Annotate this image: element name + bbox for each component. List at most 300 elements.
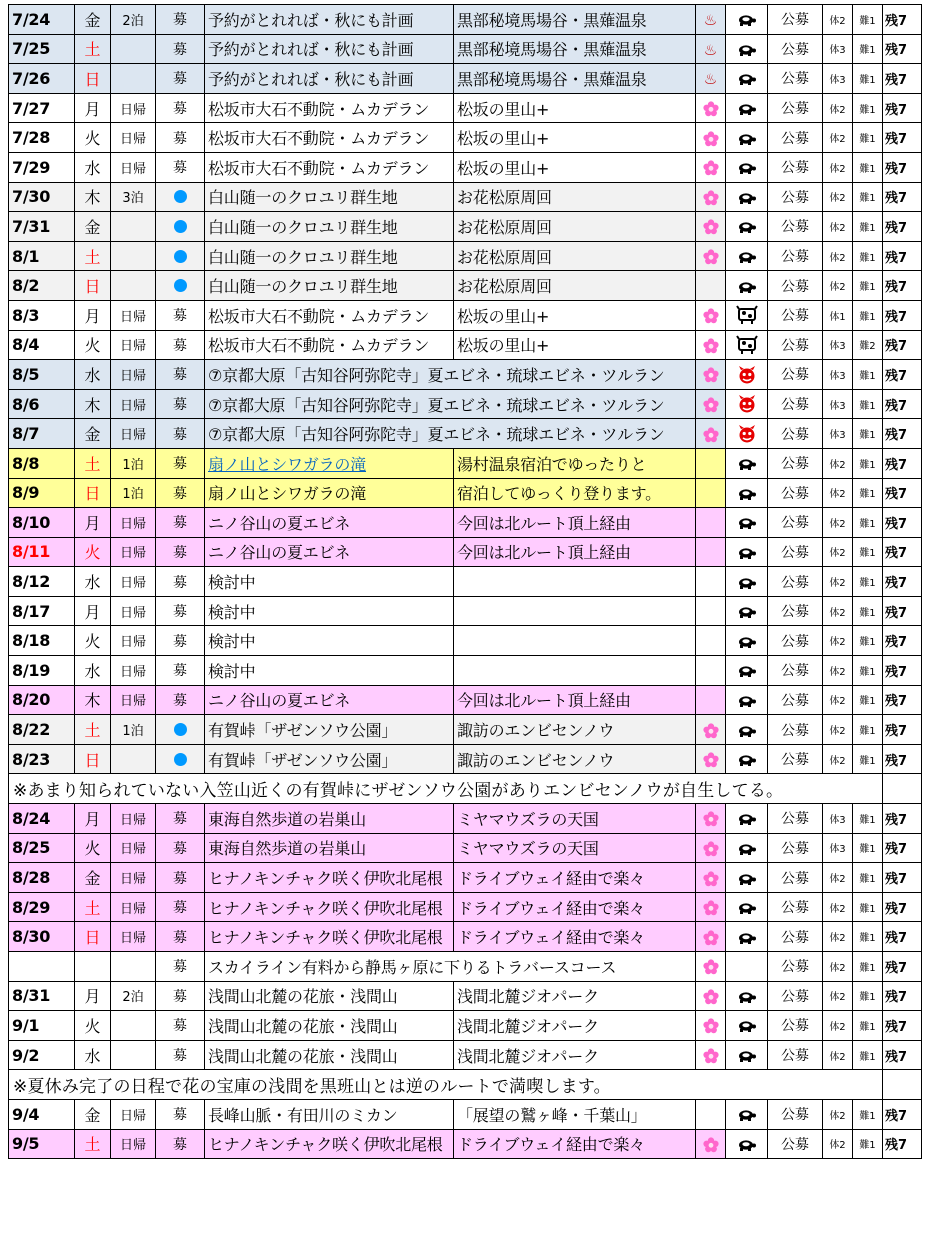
remaining-seats-cell: 残7 (883, 360, 922, 390)
difficulty-level-cell: 難1 (853, 448, 883, 478)
course-detail-cell: 松坂の里山+ (454, 330, 696, 360)
turtle-icon (737, 247, 757, 266)
remaining-seats-cell: 残7 (883, 123, 922, 153)
remaining-seats-cell: 残7 (883, 271, 922, 301)
public-recruit-cell: 公募 (768, 685, 823, 715)
trip-type-cell: 日帰 (111, 389, 156, 419)
course-title-link[interactable]: 扇ノ山とシワガラの滝 (208, 454, 367, 474)
course-detail-cell: 黒部秘境馬場谷・黒薙温泉 (454, 34, 696, 64)
course-detail-cell: ドライブウェイ経由で楽々 (454, 892, 696, 922)
recruit-mark-cell: 募 (156, 626, 205, 656)
flower-icon-cell (696, 478, 726, 508)
course-title-cell: 白山随一のクロユリ群生地 (205, 271, 454, 301)
fitness-level-cell: 体3 (823, 64, 853, 94)
schedule-row (9, 981, 922, 1011)
course-detail-cell: 「展望の鷲ヶ峰・千葉山」 (454, 1099, 696, 1129)
public-recruit-cell: 公募 (768, 330, 823, 360)
course-detail-cell: ドライブウェイ経由で楽々 (454, 863, 696, 893)
remaining-seats-cell: 残7 (883, 981, 922, 1011)
mascot-icon-cell (726, 685, 768, 715)
public-recruit-cell: 公募 (768, 123, 823, 153)
fitness-level-cell: 体2 (823, 952, 853, 982)
date-cell: 8/24 (9, 804, 75, 834)
remaining-seats-cell: 残7 (883, 419, 922, 449)
date-cell: 8/1 (9, 241, 75, 271)
mascot-icon-cell (726, 1099, 768, 1129)
oni-icon (737, 423, 757, 442)
recruit-mark-cell: 募 (156, 478, 205, 508)
flower-icon (703, 217, 719, 236)
course-detail-cell: 諏訪のエンビセンノウ (454, 715, 696, 745)
turtle-icon (737, 809, 757, 828)
date-cell: 8/12 (9, 567, 75, 597)
trip-type-cell (111, 1040, 156, 1070)
weekday-cell: 火 (75, 626, 111, 656)
difficulty-level-cell: 難1 (853, 715, 883, 745)
recruit-mark-cell: 募 (156, 922, 205, 952)
public-recruit-cell: 公募 (768, 93, 823, 123)
fitness-level-cell: 体2 (823, 182, 853, 212)
weekday-cell: 金 (75, 419, 111, 449)
difficulty-level-cell: 難1 (853, 212, 883, 242)
status-cell (156, 744, 205, 774)
schedule-row (9, 123, 922, 153)
fitness-level-cell: 体3 (823, 34, 853, 64)
public-recruit-cell: 公募 (768, 360, 823, 390)
turtle-icon (737, 631, 757, 650)
mascot-icon-cell (726, 448, 768, 478)
mascot-icon-cell (726, 744, 768, 774)
cow-icon (736, 335, 758, 354)
date-cell: 8/6 (9, 389, 75, 419)
date-cell: 9/1 (9, 1011, 75, 1041)
recruit-mark-cell: 募 (156, 892, 205, 922)
flower-icon-cell (696, 715, 726, 745)
course-detail-cell: 松坂の里山+ (454, 93, 696, 123)
schedule-row (9, 1011, 922, 1041)
recruit-mark-cell: 募 (156, 804, 205, 834)
weekday-cell: 月 (75, 804, 111, 834)
difficulty-level-cell: 難1 (853, 241, 883, 271)
turtle-icon (737, 454, 757, 473)
public-recruit-cell: 公募 (768, 182, 823, 212)
fitness-level-cell: 体2 (823, 1011, 853, 1041)
course-title-cell: 予約がとれれば・秋にも計画 (205, 34, 454, 64)
hot-spring-icon: ♨ (703, 70, 718, 89)
flower-icon-cell (696, 360, 726, 390)
turtle-icon (737, 513, 757, 532)
fitness-level-cell: 体2 (823, 271, 853, 301)
course-detail-cell (454, 567, 696, 597)
weekday-cell: 火 (75, 1011, 111, 1041)
recruit-mark-cell: 募 (156, 685, 205, 715)
fitness-level-cell: 体2 (823, 5, 853, 35)
flower-icon-cell (696, 241, 726, 271)
flower-icon-cell (696, 448, 726, 478)
course-title-cell: ヒナノキンチャク咲く伊吹北尾根 (205, 892, 454, 922)
fitness-level-cell: 体2 (823, 922, 853, 952)
fitness-level-cell: 体2 (823, 448, 853, 478)
course-title-cell: 有賀峠「ザゼンソウ公園」 (205, 715, 454, 745)
recruit-mark-cell: 募 (156, 419, 205, 449)
fitness-level-cell: 体2 (823, 212, 853, 242)
date-cell: 9/2 (9, 1040, 75, 1070)
turtle-icon (737, 986, 757, 1005)
course-detail-cell: 浅間北麓ジオパーク (454, 1011, 696, 1041)
public-recruit-cell: 公募 (768, 892, 823, 922)
difficulty-level-cell: 難1 (853, 1099, 883, 1129)
recruit-mark-cell: 募 (156, 1011, 205, 1041)
schedule-table (8, 4, 922, 1159)
flower-icon-cell (696, 804, 726, 834)
fitness-level-cell: 体2 (823, 152, 853, 182)
public-recruit-cell: 公募 (768, 567, 823, 597)
mascot-icon-cell (726, 182, 768, 212)
recruit-mark-cell: 募 (156, 64, 205, 94)
course-detail-cell: お花松原周回 (454, 182, 696, 212)
course-title-cell: 検討中 (205, 656, 454, 686)
trip-type-cell: 日帰 (111, 626, 156, 656)
fitness-level-cell: 体2 (823, 1129, 853, 1159)
public-recruit-cell: 公募 (768, 952, 823, 982)
trip-type-cell (111, 744, 156, 774)
mascot-icon-cell (726, 5, 768, 35)
weekday-cell: 土 (75, 892, 111, 922)
date-cell: 8/30 (9, 922, 75, 952)
remaining-seats-cell: 残7 (883, 1011, 922, 1041)
trip-type-cell: 日帰 (111, 685, 156, 715)
date-cell: 8/23 (9, 744, 75, 774)
trip-type-cell: 日帰 (111, 152, 156, 182)
difficulty-level-cell: 難1 (853, 271, 883, 301)
remaining-seats-cell: 残7 (883, 448, 922, 478)
difficulty-level-cell: 難1 (853, 152, 883, 182)
course-title-cell: 白山随一のクロユリ群生地 (205, 182, 454, 212)
recruit-mark-cell: 募 (156, 863, 205, 893)
turtle-icon (737, 1046, 757, 1065)
flower-icon-cell (696, 330, 726, 360)
recruit-mark-cell: 募 (156, 952, 205, 982)
public-recruit-cell: 公募 (768, 715, 823, 745)
turtle-icon (737, 483, 757, 502)
schedule-body (9, 5, 922, 1159)
date-cell: 8/7 (9, 419, 75, 449)
course-detail-cell: 今回は北ルート頂上経由 (454, 508, 696, 538)
course-detail-cell: 浅間北麓ジオパーク (454, 981, 696, 1011)
mascot-icon-cell (726, 212, 768, 242)
schedule-row (9, 804, 922, 834)
turtle-icon (737, 10, 757, 29)
mascot-icon-cell (726, 241, 768, 271)
flower-icon (703, 720, 719, 739)
turtle-icon (737, 99, 757, 118)
fitness-level-cell: 体2 (823, 863, 853, 893)
recruit-mark-cell: 募 (156, 1040, 205, 1070)
remaining-seats-cell: 残7 (883, 1040, 922, 1070)
recruit-mark-cell: 募 (156, 656, 205, 686)
course-title-cell: ⑦京都大原「古知谷阿弥陀寺」夏エビネ・琉球エビネ・ツルラン (205, 360, 696, 390)
mascot-icon-cell (726, 833, 768, 863)
mascot-icon-cell (726, 389, 768, 419)
difficulty-level-cell: 難1 (853, 5, 883, 35)
difficulty-level-cell: 難1 (853, 64, 883, 94)
flower-icon (703, 927, 719, 946)
mascot-icon-cell (726, 478, 768, 508)
course-detail-cell: 今回は北ルート頂上経由 (454, 685, 696, 715)
mascot-icon-cell (726, 863, 768, 893)
course-detail-cell: 諏訪のエンビセンノウ (454, 744, 696, 774)
note-text: ※夏休み完了の日程で花の宝庫の浅間を黒班山とは逆のルートで満喫します。 (9, 1070, 883, 1100)
weekday-cell: 木 (75, 182, 111, 212)
public-recruit-cell: 公募 (768, 1040, 823, 1070)
flower-icon-cell (696, 152, 726, 182)
mascot-icon-cell (726, 271, 768, 301)
difficulty-level-cell: 難1 (853, 182, 883, 212)
remaining-seats-cell: 残7 (883, 952, 922, 982)
turtle-icon (737, 898, 757, 917)
course-title-cell: ヒナノキンチャク咲く伊吹北尾根 (205, 922, 454, 952)
course-detail-cell: ドライブウェイ経由で楽々 (454, 922, 696, 952)
mascot-icon-cell (726, 64, 768, 94)
course-title-cell: 検討中 (205, 567, 454, 597)
difficulty-level-cell: 難1 (853, 981, 883, 1011)
public-recruit-cell: 公募 (768, 1129, 823, 1159)
remaining-seats-cell: 残7 (883, 241, 922, 271)
recruit-mark-cell: 募 (156, 93, 205, 123)
remaining-seats-cell: 残7 (883, 892, 922, 922)
schedule-row (9, 596, 922, 626)
course-detail-cell: お花松原周回 (454, 212, 696, 242)
trip-type-cell: 日帰 (111, 419, 156, 449)
flower-icon-cell (696, 271, 726, 301)
flower-icon-cell (696, 685, 726, 715)
schedule-row (9, 567, 922, 597)
course-detail-cell: 黒部秘境馬場谷・黒薙温泉 (454, 64, 696, 94)
difficulty-level-cell: 難1 (853, 1011, 883, 1041)
fitness-level-cell: 体2 (823, 93, 853, 123)
trip-type-cell: 1泊 (111, 478, 156, 508)
flower-icon-cell (696, 537, 726, 567)
blue-dot-icon (174, 753, 187, 766)
difficulty-level-cell: 難1 (853, 685, 883, 715)
mascot-icon-cell (726, 360, 768, 390)
flower-icon-cell (696, 93, 726, 123)
difficulty-level-cell: 難1 (853, 93, 883, 123)
weekday-cell: 火 (75, 123, 111, 153)
course-title-cell: ニノ谷山の夏エビネ (205, 537, 454, 567)
date-cell: 8/29 (9, 892, 75, 922)
public-recruit-cell: 公募 (768, 508, 823, 538)
course-title-cell: 浅間山北麓の花旅・浅間山 (205, 1040, 454, 1070)
status-cell (156, 271, 205, 301)
weekday-cell: 火 (75, 330, 111, 360)
trip-type-cell: 3泊 (111, 182, 156, 212)
flower-icon-cell (696, 300, 726, 330)
difficulty-level-cell: 難1 (853, 1129, 883, 1159)
flower-icon-cell (696, 596, 726, 626)
turtle-icon (737, 217, 757, 236)
difficulty-level-cell: 難1 (853, 922, 883, 952)
public-recruit-cell: 公募 (768, 626, 823, 656)
weekday-cell: 月 (75, 93, 111, 123)
course-title-cell: 松坂市大石不動院・ムカデラン (205, 152, 454, 182)
difficulty-level-cell: 難1 (853, 804, 883, 834)
mascot-icon-cell (726, 93, 768, 123)
remaining-seats-cell: 残7 (883, 537, 922, 567)
trip-type-cell: 日帰 (111, 360, 156, 390)
weekday-cell: 土 (75, 241, 111, 271)
course-title-cell: 松坂市大石不動院・ムカデラン (205, 300, 454, 330)
course-detail-cell: 松坂の里山+ (454, 152, 696, 182)
flower-icon (703, 365, 719, 384)
turtle-icon (737, 1016, 757, 1035)
schedule-row (9, 34, 922, 64)
trip-type-cell (111, 64, 156, 94)
date-cell: 7/29 (9, 152, 75, 182)
fitness-level-cell: 体2 (823, 596, 853, 626)
schedule-row (9, 1099, 922, 1129)
course-detail-cell (454, 596, 696, 626)
weekday-cell: 土 (75, 1129, 111, 1159)
mascot-icon-cell (726, 981, 768, 1011)
date-cell: 8/22 (9, 715, 75, 745)
remaining-seats-cell: 残7 (883, 1099, 922, 1129)
remaining-seats-cell: 残7 (883, 922, 922, 952)
mascot-icon-cell (726, 1011, 768, 1041)
flower-icon-cell (696, 123, 726, 153)
course-detail-cell: ミヤマウズラの天国 (454, 833, 696, 863)
flower-icon (703, 1046, 719, 1065)
flower-icon (703, 395, 719, 414)
course-title-cell: 松坂市大石不動院・ムカデラン (205, 93, 454, 123)
recruit-mark-cell: 募 (156, 1099, 205, 1129)
date-cell (9, 952, 75, 982)
weekday-cell: 水 (75, 567, 111, 597)
course-title-cell: ⑦京都大原「古知谷阿弥陀寺」夏エビネ・琉球エビネ・ツルラン (205, 419, 696, 449)
difficulty-level-cell: 難1 (853, 656, 883, 686)
public-recruit-cell: 公募 (768, 419, 823, 449)
public-recruit-cell: 公募 (768, 389, 823, 419)
turtle-icon (737, 927, 757, 946)
course-detail-cell (454, 656, 696, 686)
schedule-row (9, 212, 922, 242)
trip-type-cell: 日帰 (111, 863, 156, 893)
public-recruit-cell: 公募 (768, 656, 823, 686)
trip-type-cell: 日帰 (111, 656, 156, 686)
remaining-seats-cell: 残7 (883, 330, 922, 360)
turtle-icon (737, 1105, 757, 1124)
course-title-cell: 浅間山北麓の花旅・浅間山 (205, 981, 454, 1011)
turtle-icon (737, 128, 757, 147)
schedule-row (9, 863, 922, 893)
remaining-seats-cell: 残7 (883, 478, 922, 508)
recruit-mark-cell: 募 (156, 508, 205, 538)
recruit-mark-cell: 募 (156, 330, 205, 360)
remaining-seats-cell: 残7 (883, 5, 922, 35)
public-recruit-cell: 公募 (768, 152, 823, 182)
public-recruit-cell: 公募 (768, 537, 823, 567)
remaining-seats-cell: 残7 (883, 715, 922, 745)
schedule-row (9, 1129, 922, 1159)
mascot-icon-cell (726, 537, 768, 567)
trip-type-cell: 日帰 (111, 300, 156, 330)
course-title-cell: ニノ谷山の夏エビネ (205, 685, 454, 715)
difficulty-level-cell: 難1 (853, 300, 883, 330)
flower-icon-cell (696, 212, 726, 242)
flower-icon-cell (696, 744, 726, 774)
difficulty-level-cell: 難1 (853, 508, 883, 538)
difficulty-level-cell: 難1 (853, 744, 883, 774)
turtle-icon (737, 542, 757, 561)
flower-icon (703, 424, 719, 443)
weekday-cell: 木 (75, 685, 111, 715)
flower-icon-cell (696, 508, 726, 538)
trip-type-cell: 日帰 (111, 833, 156, 863)
fitness-level-cell: 体1 (823, 300, 853, 330)
mascot-icon-cell (726, 626, 768, 656)
status-cell (156, 182, 205, 212)
schedule-row (9, 152, 922, 182)
public-recruit-cell: 公募 (768, 271, 823, 301)
trip-type-cell (111, 952, 156, 982)
difficulty-level-cell: 難1 (853, 34, 883, 64)
public-recruit-cell: 公募 (768, 981, 823, 1011)
public-recruit-cell: 公募 (768, 5, 823, 35)
difficulty-level-cell: 難1 (853, 833, 883, 863)
mascot-icon-cell (726, 123, 768, 153)
weekday-cell: 木 (75, 389, 111, 419)
fitness-level-cell: 体2 (823, 1099, 853, 1129)
fitness-level-cell: 体3 (823, 419, 853, 449)
date-cell: 8/10 (9, 508, 75, 538)
cow-icon (736, 305, 758, 324)
flower-icon-cell (696, 833, 726, 863)
course-title-cell (205, 448, 454, 478)
date-cell: 8/8 (9, 448, 75, 478)
flower-icon (703, 335, 719, 354)
schedule-row (9, 952, 922, 982)
public-recruit-cell: 公募 (768, 596, 823, 626)
mascot-icon-cell (726, 508, 768, 538)
weekday-cell: 月 (75, 981, 111, 1011)
date-cell: 8/25 (9, 833, 75, 863)
mascot-icon-cell (726, 330, 768, 360)
note-row (9, 1070, 922, 1100)
mascot-icon-cell (726, 952, 768, 982)
recruit-mark-cell: 募 (156, 123, 205, 153)
hot-spring-icon: ♨ (703, 11, 718, 30)
schedule-row (9, 389, 922, 419)
remaining-seats-cell: 残7 (883, 685, 922, 715)
flower-icon (703, 158, 719, 177)
turtle-icon (737, 158, 757, 177)
recruit-mark-cell: 募 (156, 981, 205, 1011)
turtle-icon (737, 572, 757, 591)
weekday-cell: 金 (75, 1099, 111, 1129)
remaining-seats-cell: 残7 (883, 863, 922, 893)
hot-spring-icon: ♨ (703, 40, 718, 59)
schedule-row (9, 419, 922, 449)
course-detail-cell: お花松原周回 (454, 271, 696, 301)
turtle-icon (737, 187, 757, 206)
fitness-level-cell: 体2 (823, 1040, 853, 1070)
weekday-cell: 日 (75, 64, 111, 94)
difficulty-level-cell: 難1 (853, 892, 883, 922)
weekday-cell: 月 (75, 508, 111, 538)
weekday-cell: 月 (75, 596, 111, 626)
flower-icon-cell (696, 5, 726, 35)
remaining-seats-cell: 残7 (883, 300, 922, 330)
